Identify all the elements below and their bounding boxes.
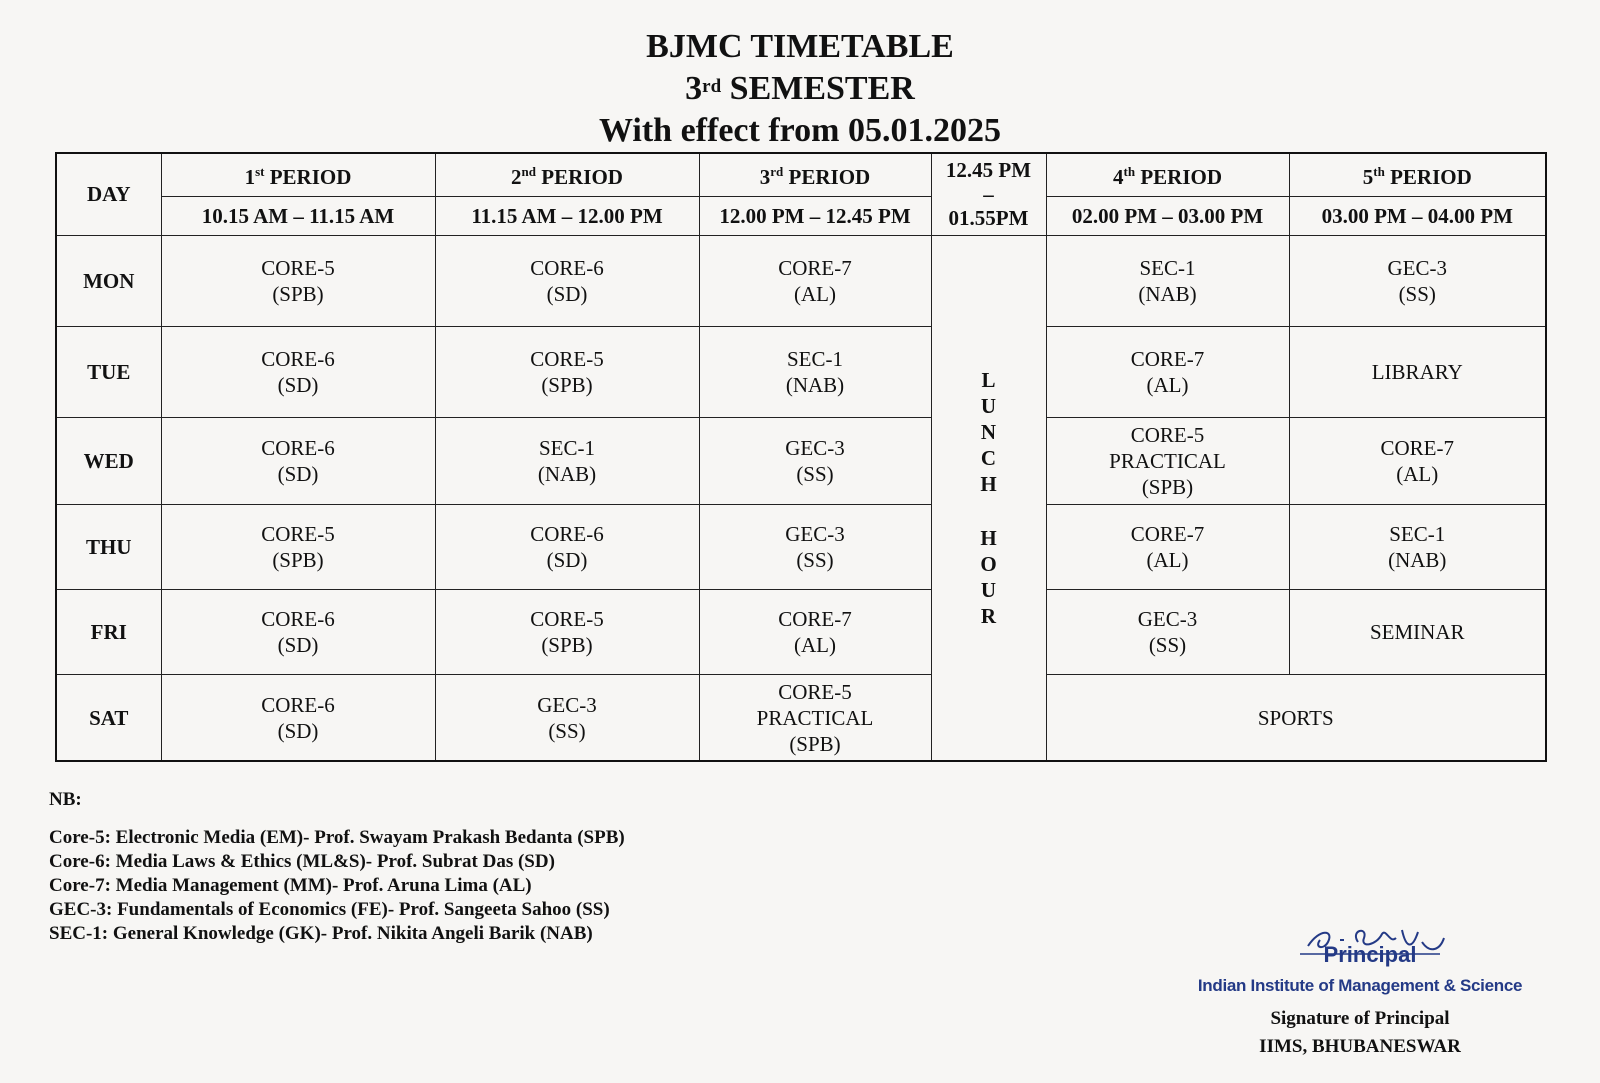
day-cell [56,589,161,674]
lunch-gap [932,497,1046,525]
day-label: THU [85,534,132,559]
class-cell-line: CORE-7 [1380,436,1454,461]
class-cell-line: CORE-7 [1130,521,1205,546]
class-cell-line: (SPB) [541,633,593,658]
period-header [699,153,931,196]
effective-date: With effect from 05.01.2025 [599,112,1001,149]
period-time-label: 11.15 AM – 12.00 PM [471,203,663,228]
class-cell [161,418,435,504]
period-ordinal: th [1373,164,1385,180]
class-cell-line: (AL) [1146,547,1189,572]
signature-block [1190,920,1530,1070]
class-cell-line: LIBRARY [1371,360,1463,385]
class-cell-line: (SD) [546,547,588,572]
class-cell-line: (SPB) [789,731,841,756]
class-cell-line: CORE-6 [261,436,335,461]
class-cell-line: (SD) [277,633,319,658]
period-label: PERIOD [264,165,352,190]
period-header [1046,153,1289,196]
class-cell [1046,418,1289,504]
period-time [1046,196,1289,235]
day-row [56,327,1546,418]
class-cell-line: CORE-6 [261,692,335,717]
period-header [1289,153,1546,196]
period-time-label: 12.00 PM – 12.45 PM [719,203,911,228]
period-number: 4 [1113,165,1124,190]
hour-letter: U [980,577,997,602]
class-cell-line: (SPB) [272,281,324,306]
class-cell-line: CORE-6 [530,521,604,546]
hour-letter: O [980,551,997,576]
signature-caption: Signature of Principal [1270,1008,1450,1029]
day-row [56,589,1546,674]
class-cell-line: CORE-7 [778,607,852,632]
hour-letter: R [980,603,997,628]
day-cell [56,675,161,761]
class-cell [161,327,435,418]
lunch-letter: N [980,419,997,444]
class-cell-line: CORE-5 [530,347,604,372]
class-cell-line: (NAB) [1388,547,1447,572]
class-cell-line: (NAB) [785,373,845,398]
class-cell-line: (SD) [546,281,588,306]
header-row-periods [56,153,1546,196]
nb-label: NB: [49,789,82,810]
period-time-label: 10.15 AM – 11.15 AM [201,203,395,228]
class-cell-line: CORE-6 [261,347,335,372]
class-cell [1046,235,1289,326]
class-cell-line: (NAB) [1138,281,1197,306]
class-cell-line: (SD) [277,373,319,398]
signature-institution: IIMS, BHUBANESWAR [1259,1036,1461,1057]
class-cell-line: (AL) [1396,462,1439,487]
lunch-time-header [931,153,1046,235]
class-cell [1289,235,1546,326]
class-cell-line: CORE-5 [261,255,335,280]
day-header-label: DAY [86,182,131,207]
class-cell-line: CORE-5 [530,607,604,632]
class-cell [1046,589,1289,674]
class-cell-line: GEC-3 [537,692,597,717]
class-cell-line: (SS) [796,547,834,572]
class-cell-line: (AL) [794,281,836,306]
class-cell-line: PRACTICAL [1109,449,1226,474]
class-cell-line: CORE-6 [261,607,335,632]
legend-line: GEC-3: Fundamentals of Economics (FE)- Prof. Sangeeta Sahoo (SS) [49,899,610,920]
class-cell [1289,418,1546,504]
class-cell [435,675,699,761]
stamp-title: Principal [1323,942,1417,967]
class-cell [435,418,699,504]
class-cell [1046,504,1289,589]
day-label: TUE [87,360,131,385]
period-header [435,153,699,196]
class-cell-line: CORE-5 [1130,423,1205,448]
page-title: BJMC TIMETABLE [646,28,954,65]
lunch-letter: L [981,367,996,392]
class-cell [1289,504,1546,589]
class-cell-line: GEC-3 [1387,255,1447,280]
class-cell [699,418,931,504]
lunch-end-time: 01.55PM [948,206,1029,231]
semester-label: SEMESTER [721,70,915,107]
period-time-label: 02.00 PM – 03.00 PM [1071,203,1264,228]
class-cell-line: SEC-1 [786,347,843,372]
legend-line: Core-6: Media Laws & Ethics (ML&S)- Prof. Subrat Das (SD) [49,851,555,872]
lunch-time-dash: – [983,182,994,207]
header-row-times [56,196,1546,235]
class-cell-line: (SS) [548,718,586,743]
class-cell [699,589,931,674]
class-cell-line: (NAB) [537,462,597,487]
period-header [161,153,435,196]
semester-heading [0,68,1600,110]
semester-ordinal: rd [702,76,722,97]
day-label: WED [83,449,134,474]
class-cell-line: (SD) [277,462,319,487]
class-cell-line: SEC-1 [1139,255,1196,280]
class-cell [699,675,931,761]
class-cell [699,235,931,326]
class-cell-line: GEC-3 [785,436,845,461]
lunch-letter: H [980,471,997,496]
period-ordinal: st [255,164,265,180]
class-cell-line: SEC-1 [538,436,595,461]
class-cell [161,589,435,674]
day-row [56,235,1546,326]
day-row [56,418,1546,504]
class-cell [161,504,435,589]
class-cell [699,504,931,589]
period-label: PERIOD [783,165,871,190]
period-ordinal: th [1123,164,1136,180]
period-number: 3 [759,165,771,190]
class-cell [435,327,699,418]
period-number: 5 [1362,165,1374,190]
period-number: 2 [511,165,522,190]
legend-line: Core-7: Media Management (MM)- Prof. Aruna Lima (AL) [49,875,532,896]
sports-label: SPORTS [1257,705,1334,730]
period-time [435,196,699,235]
class-cell-line: PRACTICAL [756,705,874,730]
day-row [56,675,1546,761]
class-cell [1046,327,1289,418]
period-number: 1 [244,165,256,190]
day-label: SAT [89,705,129,730]
class-cell-line: GEC-3 [1137,607,1198,632]
lunch-start-time: 12.45 PM [945,158,1032,183]
day-cell [56,504,161,589]
day-cell [56,235,161,326]
sports-cell [1046,675,1546,761]
class-cell-line: GEC-3 [785,521,845,546]
class-cell-line: (SD) [277,718,319,743]
class-cell [435,235,699,326]
class-cell [161,675,435,761]
lunch-letter: U [980,393,997,418]
period-time [1289,196,1546,235]
class-cell-line: (SPB) [1141,475,1194,500]
period-time-label: 03.00 PM – 04.00 PM [1321,203,1513,228]
class-cell-line: CORE-7 [1130,347,1205,372]
class-cell-line: (AL) [1146,373,1189,398]
class-cell-line: CORE-5 [261,521,335,546]
class-cell [699,327,931,418]
period-label: PERIOD [1384,165,1472,190]
legend-line: SEC-1: General Knowledge (GK)- Prof. Nikita Angeli Barik (NAB) [49,923,593,944]
class-cell-line: (SPB) [541,373,593,398]
day-cell [56,418,161,504]
class-cell-line: (AL) [794,633,836,658]
day-label: MON [83,268,135,293]
day-cell [56,327,161,418]
period-ordinal: nd [521,164,537,180]
day-label: FRI [90,620,127,645]
class-cell [1289,327,1546,418]
class-cell-line: CORE-7 [778,255,852,280]
period-time [161,196,435,235]
period-ordinal: rd [770,164,784,180]
period-label: PERIOD [536,165,623,190]
semester-number: 3 [685,70,703,107]
class-cell [1289,589,1546,674]
stamp-institute: Indian Institute of Management & Science [1197,976,1523,995]
class-cell [435,504,699,589]
class-cell-line: (SS) [1398,281,1436,306]
period-time [699,196,931,235]
lunch-letter: C [980,445,997,470]
period-label: PERIOD [1135,165,1222,190]
class-cell [161,235,435,326]
class-cell-line: (SPB) [272,547,324,572]
course-legend [49,826,625,946]
class-cell-line: SEC-1 [1389,521,1446,546]
hour-letter: H [980,525,997,550]
legend-line: Core-5: Electronic Media (EM)- Prof. Swayam Prakash Bedanta (SPB) [49,827,625,848]
class-cell-line: (SS) [1148,633,1187,658]
class-cell-line: CORE-6 [530,255,604,280]
lunch-hour-cell [931,235,1046,761]
class-cell-line: (SS) [796,462,834,487]
class-cell [435,589,699,674]
timetable [55,152,1547,762]
class-cell-line: CORE-5 [778,679,852,704]
day-header [56,153,161,235]
class-cell-line: SEMINAR [1369,620,1465,645]
day-row [56,504,1546,589]
